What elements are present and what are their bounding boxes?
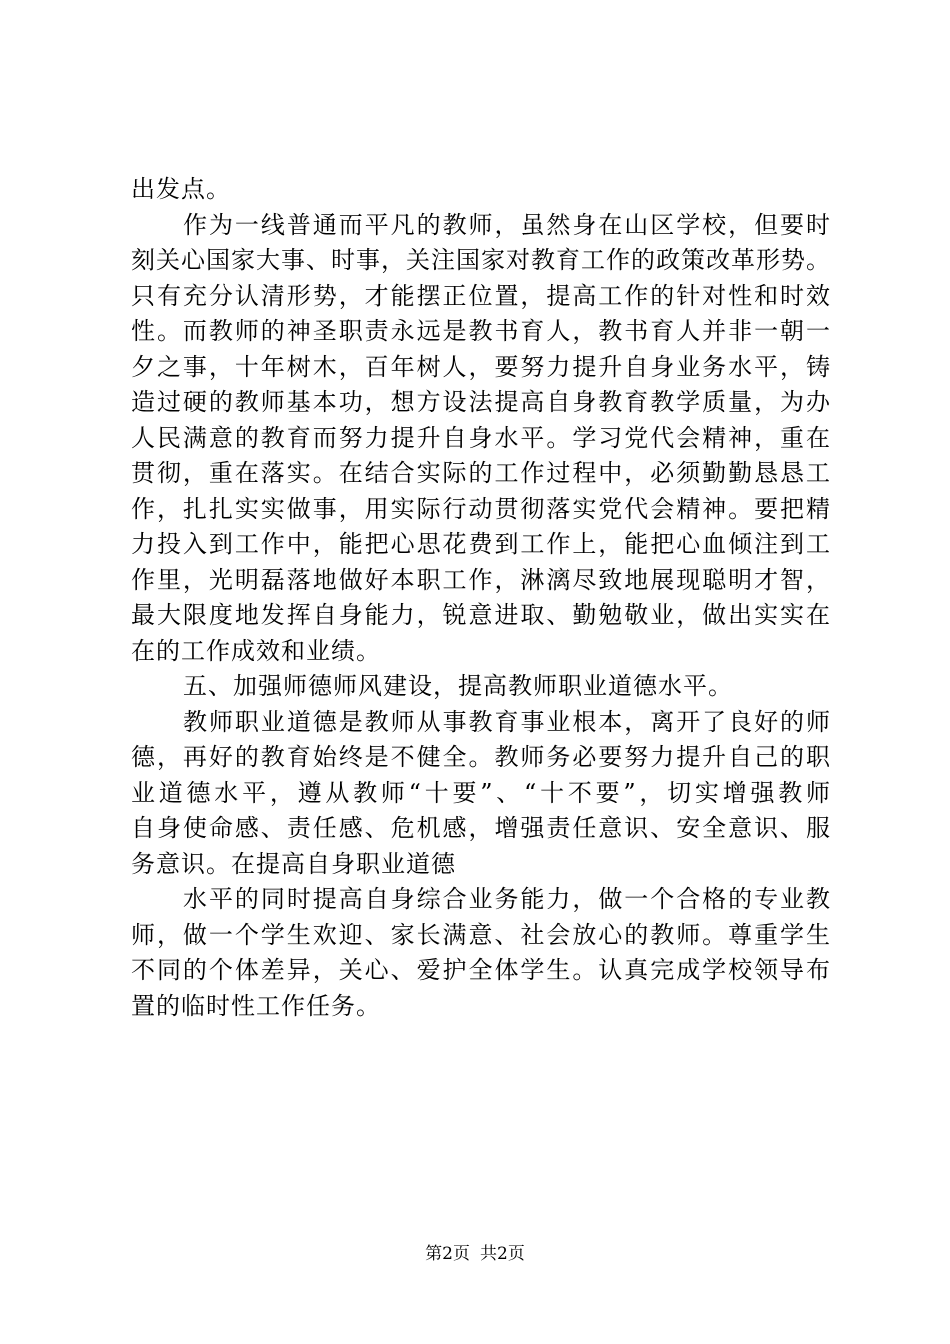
text-line: 贯彻，重在落实。在结合实际的工作过程中，必须勤勤恳恳工 [131, 459, 831, 487]
page-number: 第2页 [425, 1244, 470, 1264]
text-line: 不同的个体差异，关心、爱护全体学生。认真完成学校领导布 [131, 956, 831, 984]
text-line: 人民满意的教育而努力提升自身水平。学习党代会精神，重在 [131, 423, 831, 452]
page-footer [0, 1242, 950, 1266]
text-line: 最大限度地发挥自身能力，锐意进取、勤勉敬业，做出实实在 [131, 601, 831, 629]
text-line: 夕之事，十年树木，百年树人，要努力提升自身业务水平，铸 [131, 352, 831, 381]
text-line: 刻关心国家大事、时事，关注国家对教育工作的政策改革形势。 [131, 246, 831, 274]
text-line: 业道德水平，遵从教师“十要”、“十不要”，切实增强教师 [131, 778, 831, 807]
text-line: 务意识。在提高自身职业道德 [131, 849, 456, 878]
text-line: 置的临时性工作任务。 [131, 991, 381, 1020]
text-line: 五、加强师德师风建设，提高教师职业道德水平。 [183, 672, 733, 700]
page-total: 共2页 [480, 1244, 525, 1264]
text-line: 在的工作成效和业绩。 [131, 636, 381, 665]
text-line: 作里，光明磊落地做好本职工作，淋漓尽致地展现聪明才智， [131, 565, 831, 594]
text-line: 自身使命感、责任感、危机感，增强责任意识、安全意识、服 [131, 814, 831, 842]
text-line: 力投入到工作中，能把心思花费到工作上，能把心血倾注到工 [131, 530, 831, 558]
text-line: 师，做一个学生欢迎、家长满意、社会放心的教师。尊重学生 [131, 920, 831, 949]
text-line: 造过硬的教师基本功，想方设法提高自身教育教学质量，为办 [131, 388, 831, 416]
text-line: 只有充分认清形势，才能摆正位置，提高工作的针对性和时效 [131, 281, 831, 310]
text-line: 作为一线普通而平凡的教师，虽然身在山区学校，但要时 [183, 210, 831, 239]
text-line: 教师职业道德是教师从事教育事业根本，离开了良好的师 [183, 707, 831, 736]
text-line: 性。而教师的神圣职责永远是教书育人，教书育人并非一朝一 [131, 317, 831, 345]
text-line: 德，再好的教育始终是不健全。教师务必要努力提升自己的职 [131, 743, 831, 771]
text-line: 作，扎扎实实做事，用实际行动贯彻落实党代会精神。要把精 [131, 494, 831, 523]
text-line: 水平的同时提高自身综合业务能力，做一个合格的专业教 [183, 885, 831, 913]
document-body [131, 172, 831, 1024]
text-line: 出发点。 [131, 175, 231, 203]
